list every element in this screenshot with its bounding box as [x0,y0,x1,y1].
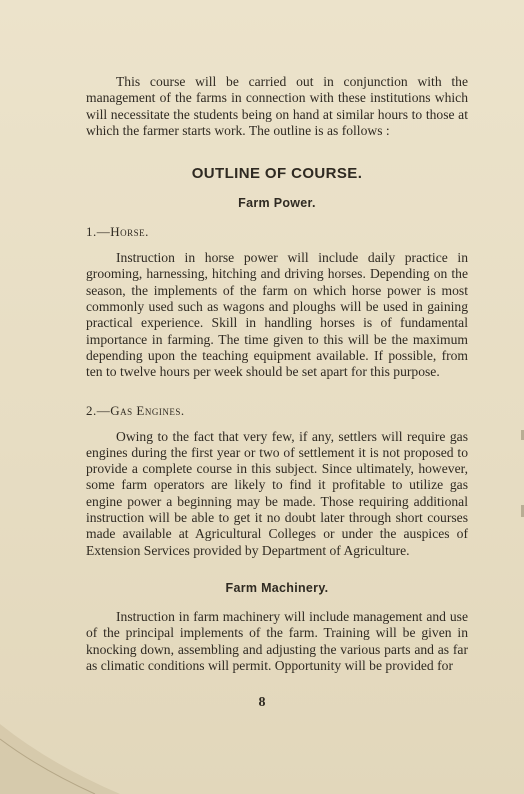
horse-section-label: 1.—Horse. [86,224,149,240]
outline-heading: OUTLINE OF COURSE. [191,165,363,183]
horse-paragraph: Instruction in horse power will include daily practice in grooming, harnessing, hitching and driving horses. Depending on the season, the implements of the farm on which horse power is most commonly used such as wagons and ploughs will be used in gaining practical experience. Skill in handling horses is of fundamental importance in farming. The time given to this will be the maximum depending upon the teaching equipment available. If possible, from ten to twelve hours per week should be set apart for this purpose. [86,250,468,380]
farm-machinery-paragraph: Instruction in farm machinery will include management and use of the principal implements of the farm. Training will be given in knocking down, assembling and adjusting the various parts and as far as climatic conditions will permit. Opportunity will be provided for [86,608,468,673]
folded-corner-shadow [0,704,130,794]
page-number: 8 [258,695,266,710]
intro-paragraph: This course will be carried out in conjunction with the management of the farms in connection with these institutions which will necessitate the students being on hand at similar hours to those at which the farmer starts work. The outline is as follows : [86,74,468,138]
gas-engines-section-label: 2.—Gas Engines. [86,402,185,418]
farm-machinery-heading: Farm Machinery. [225,580,329,595]
gas-engines-paragraph: Owing to the fact that very few, if any, settlers will require gas engines during the first year or two of settlement it is not proposed to provide a complete course in this subject. Since ultimately, however, some farm operators are likely to find it profitable to utilize gas engine power a beginning may be made. Those requiring additional instruction will be able to get it no doubt later through short courses made available at Agricultural Colleges or under the auspices of Extension Services provided by Department of Agriculture. [86,428,468,558]
farm-power-heading: Farm Power. [238,196,316,211]
